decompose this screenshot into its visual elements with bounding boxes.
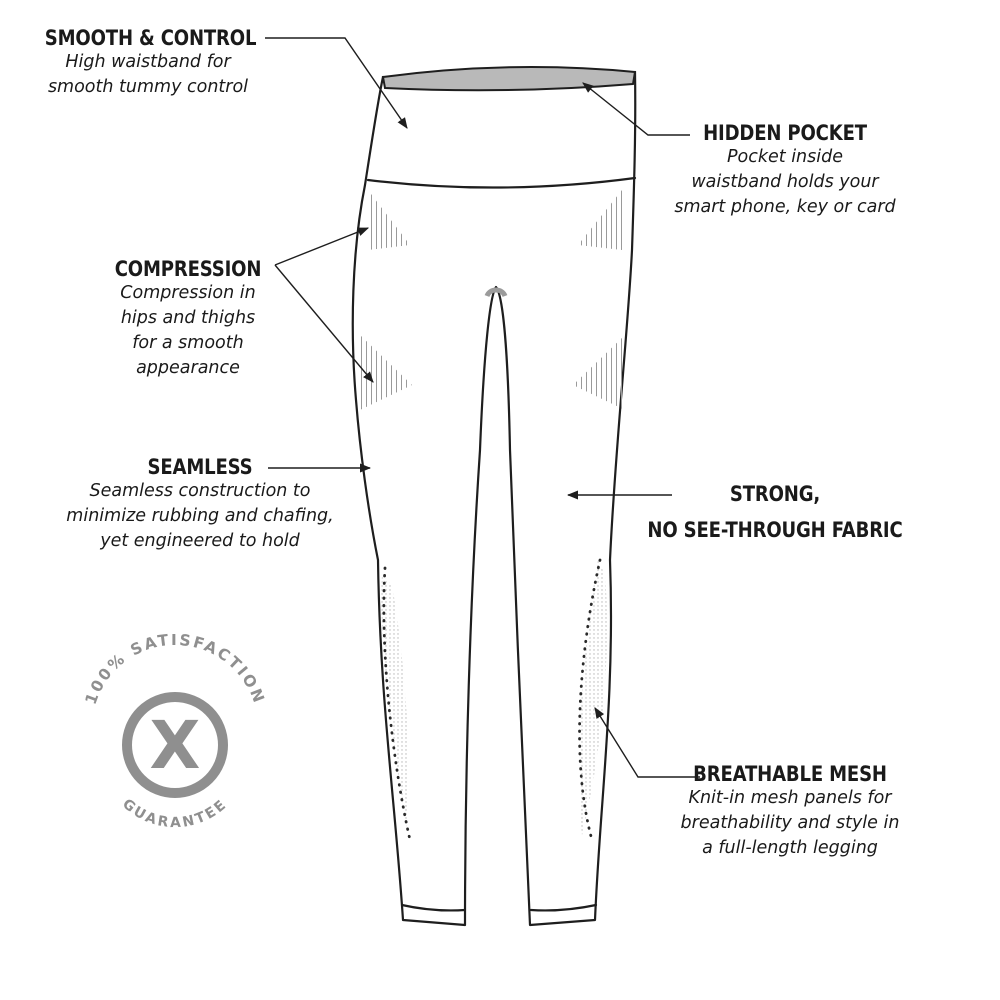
feature-desc-line: yet engineered to hold bbox=[100, 531, 300, 552]
feature-desc-line: High waistband for bbox=[65, 52, 231, 73]
feature-title-line: NO SEE-THROUGH FABRIC bbox=[647, 518, 903, 543]
feature-desc-line: breathability and style in bbox=[680, 813, 900, 834]
feature-strong-fabric bbox=[620, 482, 930, 542]
feature-breathable-mesh bbox=[640, 762, 940, 861]
compression-panel-hip-right bbox=[578, 190, 622, 250]
feature-seamless bbox=[20, 455, 380, 554]
feature-desc-line: Knit-in mesh panels for bbox=[688, 788, 892, 809]
feature-desc-line: for a smooth bbox=[132, 333, 244, 354]
feature-title: HIDDEN POCKET bbox=[703, 121, 867, 145]
feature-desc-line: hips and thighs bbox=[120, 308, 256, 329]
guarantee-badge bbox=[82, 631, 269, 831]
feature-desc-line: Seamless construction to bbox=[89, 481, 311, 502]
badge-x-icon: X bbox=[149, 707, 201, 784]
waistband-seam bbox=[368, 178, 635, 188]
compression-panel-thigh-left bbox=[360, 335, 412, 410]
badge-bottom-text: GUARANTEE bbox=[119, 795, 231, 832]
feature-desc-line: waistband holds your bbox=[691, 172, 879, 193]
feature-title: BREATHABLE MESH bbox=[693, 762, 887, 786]
feature-compression bbox=[88, 257, 288, 381]
right-cuff-seam bbox=[531, 905, 596, 910]
compression-panel-hip-left bbox=[368, 190, 410, 250]
feature-desc-line: smooth tummy control bbox=[47, 77, 249, 98]
feature-title: COMPRESSION bbox=[114, 257, 262, 281]
waistband-lining bbox=[383, 67, 635, 90]
feature-smooth-control bbox=[28, 26, 268, 100]
leader-compression-thigh bbox=[275, 265, 373, 382]
feature-desc-line: a full-length legging bbox=[702, 838, 878, 859]
feature-title-line: STRONG, bbox=[729, 482, 821, 506]
feature-title: SMOOTH & CONTROL bbox=[44, 26, 257, 50]
feature-desc-line: appearance bbox=[136, 358, 240, 379]
left-cuff-seam bbox=[402, 905, 465, 910]
feature-title: SEAMLESS bbox=[147, 455, 253, 479]
feature-hidden-pocket bbox=[640, 121, 930, 220]
legging-outline bbox=[353, 72, 635, 925]
crotch-shade bbox=[487, 290, 505, 296]
badge-top-text: 100% SATISFACTION bbox=[81, 630, 269, 707]
compression-panel-thigh-right bbox=[573, 335, 625, 410]
feature-desc-line: Compression in bbox=[120, 283, 256, 304]
feature-desc-line: minimize rubbing and chafing, bbox=[66, 506, 334, 527]
feature-desc-line: Pocket inside bbox=[726, 147, 843, 168]
feature-desc-line: smart phone, key or card bbox=[674, 197, 896, 218]
